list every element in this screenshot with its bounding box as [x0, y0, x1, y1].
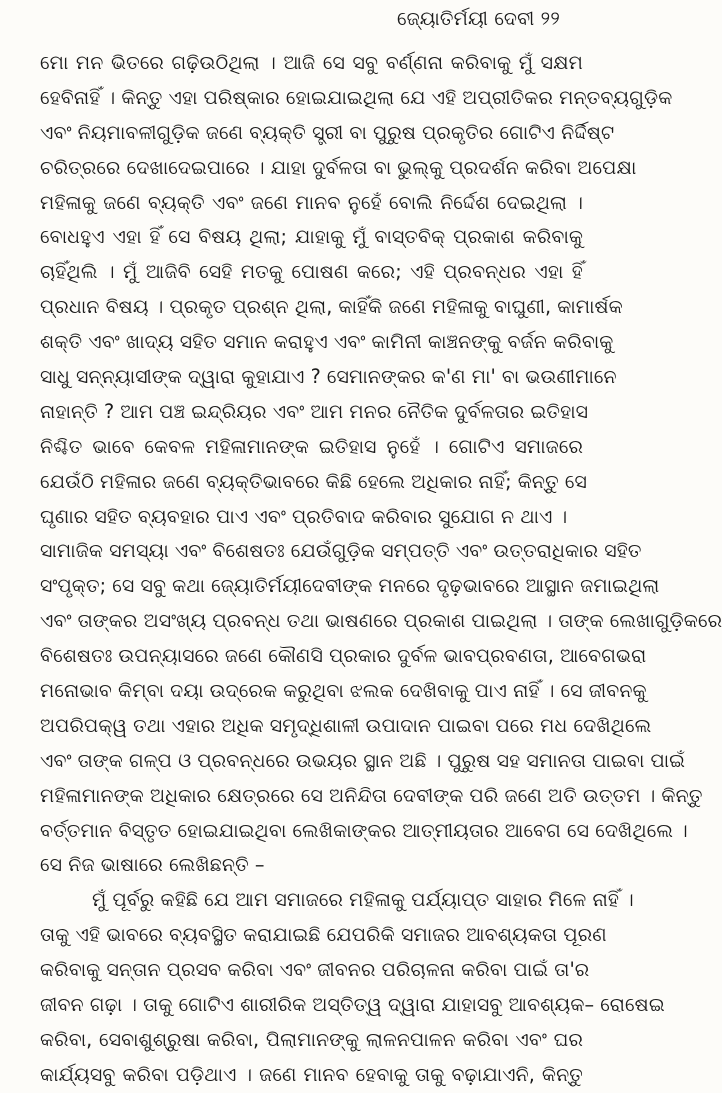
text-line: ମହିଳାମାନଙ୍କ ଅଧିକାର କ୍ଷେତ୍ରରେ ସେ ଅନିନ୍ଦିତା ଦେବୀଙ୍କ ପରି ଜଣେ ଅତି ଉତ୍ତମ । କିନ୍ତୁ — [40, 783, 703, 807]
quote-line: କାର୍ଯ୍ୟସବୁ କରିବା ପଡ଼ିଥାଏ । ଜଣେ ମାନବ ହେବାକୁ ତାକୁ ବଢ଼ାଯାଏନି, କିନ୍ତୁ — [40, 1062, 583, 1086]
text-line: ଏବଂ ତାଙ୍କ ଗଳ୍ପ ଓ ପ୍ରବନ୍ଧରେ ଉଭୟର ସ୍ଥାନ ଅଛି । ପୁରୁଷ ସହ ସମାନତା ପାଇବା ପାଇଁ — [40, 748, 686, 772]
text-line: ସଂପୃକ୍ତ; ସେ ସବୁ କଥା ଜ୍ୟୋତିର୍ମୟୀଦେବୀଙ୍କ ମନରେ ଦୃଢ଼ଭାବରେ ଆସ୍ଥାନ ଜମାଇଥିଲା — [40, 574, 660, 598]
quote-line: ତାକୁ ଏହି ଭାବରେ ବ୍ୟବସ୍ଥିତ କରାଯାଇଛି ଯେପରିକି ସମାଜର ଆବଶ୍ୟକତା ପୂରଣ — [40, 923, 607, 947]
quote-line: କରିବାକୁ ସନ୍ତାନ ପ୍ରସବ କରିବା ଏବଂ ଜୀବନର ପରିଚାଳନା କରିବା ପାଇଁ ତା'ର — [40, 958, 590, 982]
text-line: ଶକ୍ତି ଏବଂ ଖାଦ୍ୟ ସହିତ ସମାନ କରାହୁଏ ଏବଂ କାମିନୀ କାଞ୍ଚନଙ୍କୁ ବର୍ଜନ କରିବାକୁ — [40, 330, 614, 354]
text-line: ଚାହିଁଥିଲି । ମୁଁ ଆଜିବି ସେହି ମତକୁ ପୋଷଣ କରେ; ଏହି ପ୍ରବନ୍ଧର ଏହା ହିଁ — [40, 260, 583, 284]
text-line: ହେବିନାହିଁ । କିନ୍ତୁ ଏହା ପରିଷ୍କାର ହୋଇଯାଇଥିଲା ଯେ ଏହି ଅପ୍ରୀତିକର ମନ୍ତବ୍ୟଗୁଡ଼ିକ — [40, 85, 673, 109]
running-header — [397, 8, 560, 30]
text-line: ମହିଳାକୁ ଜଣେ ବ୍ୟକ୍ତି ଏବଂ ଜଣେ ମାନବ ନୁହେଁ ବୋଲି ନିର୍ଦ୍ଦେଶ ଦେଇଥିଲା । — [40, 190, 583, 214]
text-line: ଚରିତ୍ରରେ ଦେଖାଦେଇପାରେ । ଯାହା ଦୁର୍ବଳତା ବା ଭୁଲ୍‌କୁ ପ୍ରଦର୍ଶନ କରିବା ଅପେକ୍ଷା — [40, 155, 637, 179]
text-line: ମୋ ମନ ଭିତରେ ଗଢ଼ିଉଠିଥିଲା । ଆଜି ସେ ସବୁ ବର୍ଣ୍ଣନା କରିବାକୁ ମୁଁ ସକ୍ଷମ — [40, 51, 583, 74]
page-number: ୨୨ — [540, 8, 560, 30]
text-line: ସେ ନିଜ ଭାଷାରେ ଲେଖିଛନ୍ତି – — [40, 853, 265, 877]
text-line: ବୋଧହୁଏ ଏହା ହିଁ ସେ ବିଷୟ ଥିଲା; ଯାହାକୁ ମୁଁ ବାସ୍ତବିକ୍ ପ୍ରକାଶ କରିବାକୁ — [40, 225, 583, 249]
text-line: ମନୋଭାବ କିମ୍ବା ଦୟା ଉଦ୍ରେକ କରୁଥିବା ଝଲକ ଦେଖିବାକୁ ପାଏ ନାହିଁ । ସେ ଜୀବନକୁ — [40, 679, 647, 703]
text-line: ନିଶ୍ଚିତ ଭାବେ କେବଳ ମହିଳାମାନଙ୍କ ଇତିହାସ ନୁହେଁ । ଗୋଟିଏ ସମାଜରେ — [40, 434, 583, 458]
text-line: ଏବଂ ତାଙ୍କର ଅସଂଖ୍ୟ ପ୍ରବନ୍ଧ ତଥା ଭାଷଣରେ ପ୍ରକାଶ ପାଇଥିଲା । ତାଙ୍କ ଲେଖାଗୁଡ଼ିକରେ — [40, 609, 722, 633]
text-line: ଅପରିପକ୍ୱ ତଥା ଏହାର ଅଧିକ ସମୃଦ୍ଧିଶାଳୀ ଉପାଦାନ ପାଇବା ପରେ ମଧ ଦେଖିଥିଲେ — [40, 713, 652, 737]
quote-line: ଜୀବନ ଗଢ଼ା । ତାକୁ ଗୋଟିଏ ଶାରୀରିକ ଅସ୍ତିତ୍ୱ ଦ୍ୱାରା ଯାହାସବୁ ଆବଶ୍ୟକ– ରୋଷେଇ — [40, 993, 665, 1017]
text-line: ପ୍ରଧାନ ବିଷୟ । ପ୍ରକୃତ ପ୍ରଶ୍ନ ଥିଲା, କାହିଁକି ଜଣେ ମହିଳାକୁ ବାଘୁଣୀ, କାମାର୍ଷକ — [40, 295, 623, 319]
text-line: ବିଶେଷତଃ ଉପନ୍ୟାସରେ ଜଣେ କୌଣସି ପ୍ରକାର ଦୁର୍ବଳ ଭାବପ୍ରବଣତା, ଆବେଗଭରା — [40, 644, 647, 668]
quote-line: କରିବା, ସେବାଶୁଶ୍ରୁଷା କରିବା, ପିଲାମାନଙ୍କୁ ଲାଳନପାଳନ କରିବା ଏବଂ ଘର — [40, 1027, 583, 1051]
text-line: ଘୃଣାର ସହିତ ବ୍ୟବହାର ପାଏ ଏବଂ ପ୍ରତିବାଦ କରିବାର ସୁଯୋଗ ନ ଥାଏ । — [40, 504, 568, 528]
running-title: ଜ୍ୟୋତିର୍ମୟୀ ଦେବୀ — [397, 8, 535, 30]
text-line: ସାଧୁ ସନ୍ନ୍ୟାସୀଙ୍କ ଦ୍ୱାରା କୁହାଯାଏ ? ସେମାନଙ୍କର କ'ଣ ମା' ବା ଭଉଣୀମାନେ — [40, 365, 617, 389]
text-line: ନାହାନ୍ତି ? ଆମ ପଞ୍ଚ ଇନ୍ଦ୍ରିୟର ଏବଂ ଆମ ମନର ନୈତିକ ଦୁର୍ବଳତାର ଇତିହାସ — [40, 399, 589, 423]
text-line: ଯେଉଁଠି ମହିଳାର ଜଣେ ବ୍ୟକ୍ତିଭାବରେ କିଛି ହେଲେ ଅଧିକାର ନାହିଁ; କିନ୍ତୁ ସେ — [40, 469, 587, 493]
paragraph-start-line: ସାମାଜିକ ସମସ୍ୟା ଏବଂ ବିଶେଷତଃ ଯେଉଁଗୁଡ଼ିକ ସମ୍ପତ୍ତି ଏବଂ ଉତ୍ତରାଧିକାର ସହିତ — [40, 539, 642, 563]
text-line: ବର୍ତ୍ତମାନ ବିସ୍ତୃତ ହୋଇଯାଇଥିବା ଲେଖିକାଙ୍କର ଆତ୍ମୀୟତାର ଆବେଗ ସେ ଦେଖିଥିଲେ । — [40, 818, 688, 842]
text-line: ଏବଂ ନିୟମାବଳୀଗୁଡ଼ିକ ଜଣେ ବ୍ୟକ୍ତି ସ୍ତ୍ରୀ ବା ପୁରୁଷ ପ୍ରକୃତିର ଗୋଟିଏ ନିର୍ଦ୍ଦିଷ୍ଟ — [40, 120, 615, 144]
body-text — [40, 46, 722, 1093]
quote-start-line: ମୁଁ ପୂର୍ବରୁ କହିଛି ଯେ ଆମ ସମାଜରେ ମହିଳାକୁ ପର୍ଯ୍ୟାପ୍ତ ସାହାର ମିଳେ ନାହିଁ । — [92, 888, 634, 912]
